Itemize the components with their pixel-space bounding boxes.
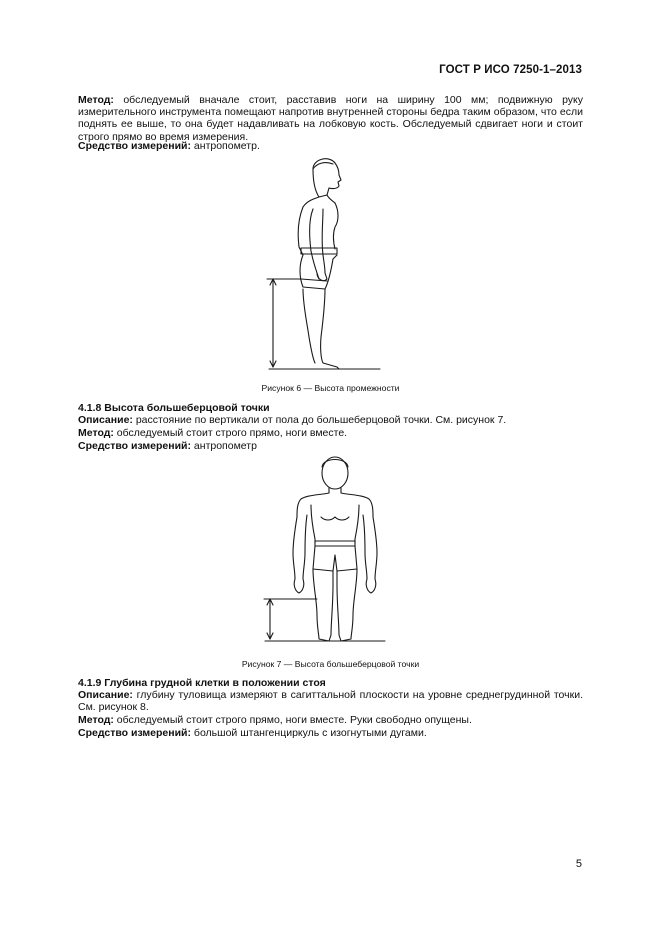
section-4-1-8-tool bbox=[78, 440, 257, 452]
tool-line bbox=[78, 140, 260, 152]
tool-text: антропометр. bbox=[191, 140, 260, 152]
description-text: глубину туловища измеряют в сагиттальной плоскости на уровне среднегрудинной точки. См. рисунок 8. bbox=[78, 689, 583, 714]
tool-label: Средство измерений: bbox=[78, 140, 192, 152]
section-4-1-8-heading: 4.1.8 Высота большеберцовой точки bbox=[78, 402, 270, 414]
method-label: Метод: bbox=[78, 94, 114, 106]
section-4-1-9-description bbox=[78, 689, 583, 713]
method-label: Метод: bbox=[78, 714, 114, 726]
tool-label: Средство измерений: bbox=[78, 440, 192, 452]
section-4-1-9-method bbox=[78, 714, 472, 726]
figure-7-caption: Рисунок 7 — Высота большеберцовой точки bbox=[241, 659, 420, 669]
description-label: Описание: bbox=[78, 414, 133, 426]
tool-label: Средство измерений: bbox=[78, 727, 192, 739]
section-4-1-9-tool bbox=[78, 727, 427, 739]
method-paragraph bbox=[78, 94, 583, 143]
section-4-1-9-heading: 4.1.9 Глубина грудной клетки в положении стоя bbox=[78, 677, 326, 689]
figure-6-caption: Рисунок 6 — Высота промежности bbox=[261, 383, 400, 393]
method-text: обследуемый стоит строго прямо, ноги вместе. Руки свободно опущены. bbox=[113, 714, 472, 726]
standard-header: ГОСТ Р ИСО 7250-1–2013 bbox=[439, 64, 582, 76]
section-4-1-8-method bbox=[78, 427, 347, 439]
method-text: обследуемый вначале стоит, расставив ноги на ширину 100 мм; подвижную руку измерительного инструмента помещают напротив внутренней стороны бедра таким образом, что если поднять ее выше, то она будет надавливать на лобковую кость. Обследуемый сдвигает ноги и стоит строго прямо во время измерения. bbox=[78, 94, 583, 143]
method-label: Метод: bbox=[78, 427, 114, 439]
tool-text: антропометр bbox=[191, 440, 257, 452]
method-text: обследуемый стоит строго прямо, ноги вместе. bbox=[113, 427, 348, 439]
description-label: Описание: bbox=[78, 689, 133, 701]
page-number: 5 bbox=[575, 858, 582, 870]
figure-7-illustration bbox=[255, 455, 395, 650]
figure-6-illustration bbox=[255, 155, 385, 375]
section-4-1-8-description bbox=[78, 414, 506, 426]
tool-text: большой штангенциркуль с изогнутыми дугами. bbox=[191, 727, 427, 739]
description-text: расстояние по вертикали от пола до большеберцовой точки. См. рисунок 7. bbox=[132, 414, 507, 426]
